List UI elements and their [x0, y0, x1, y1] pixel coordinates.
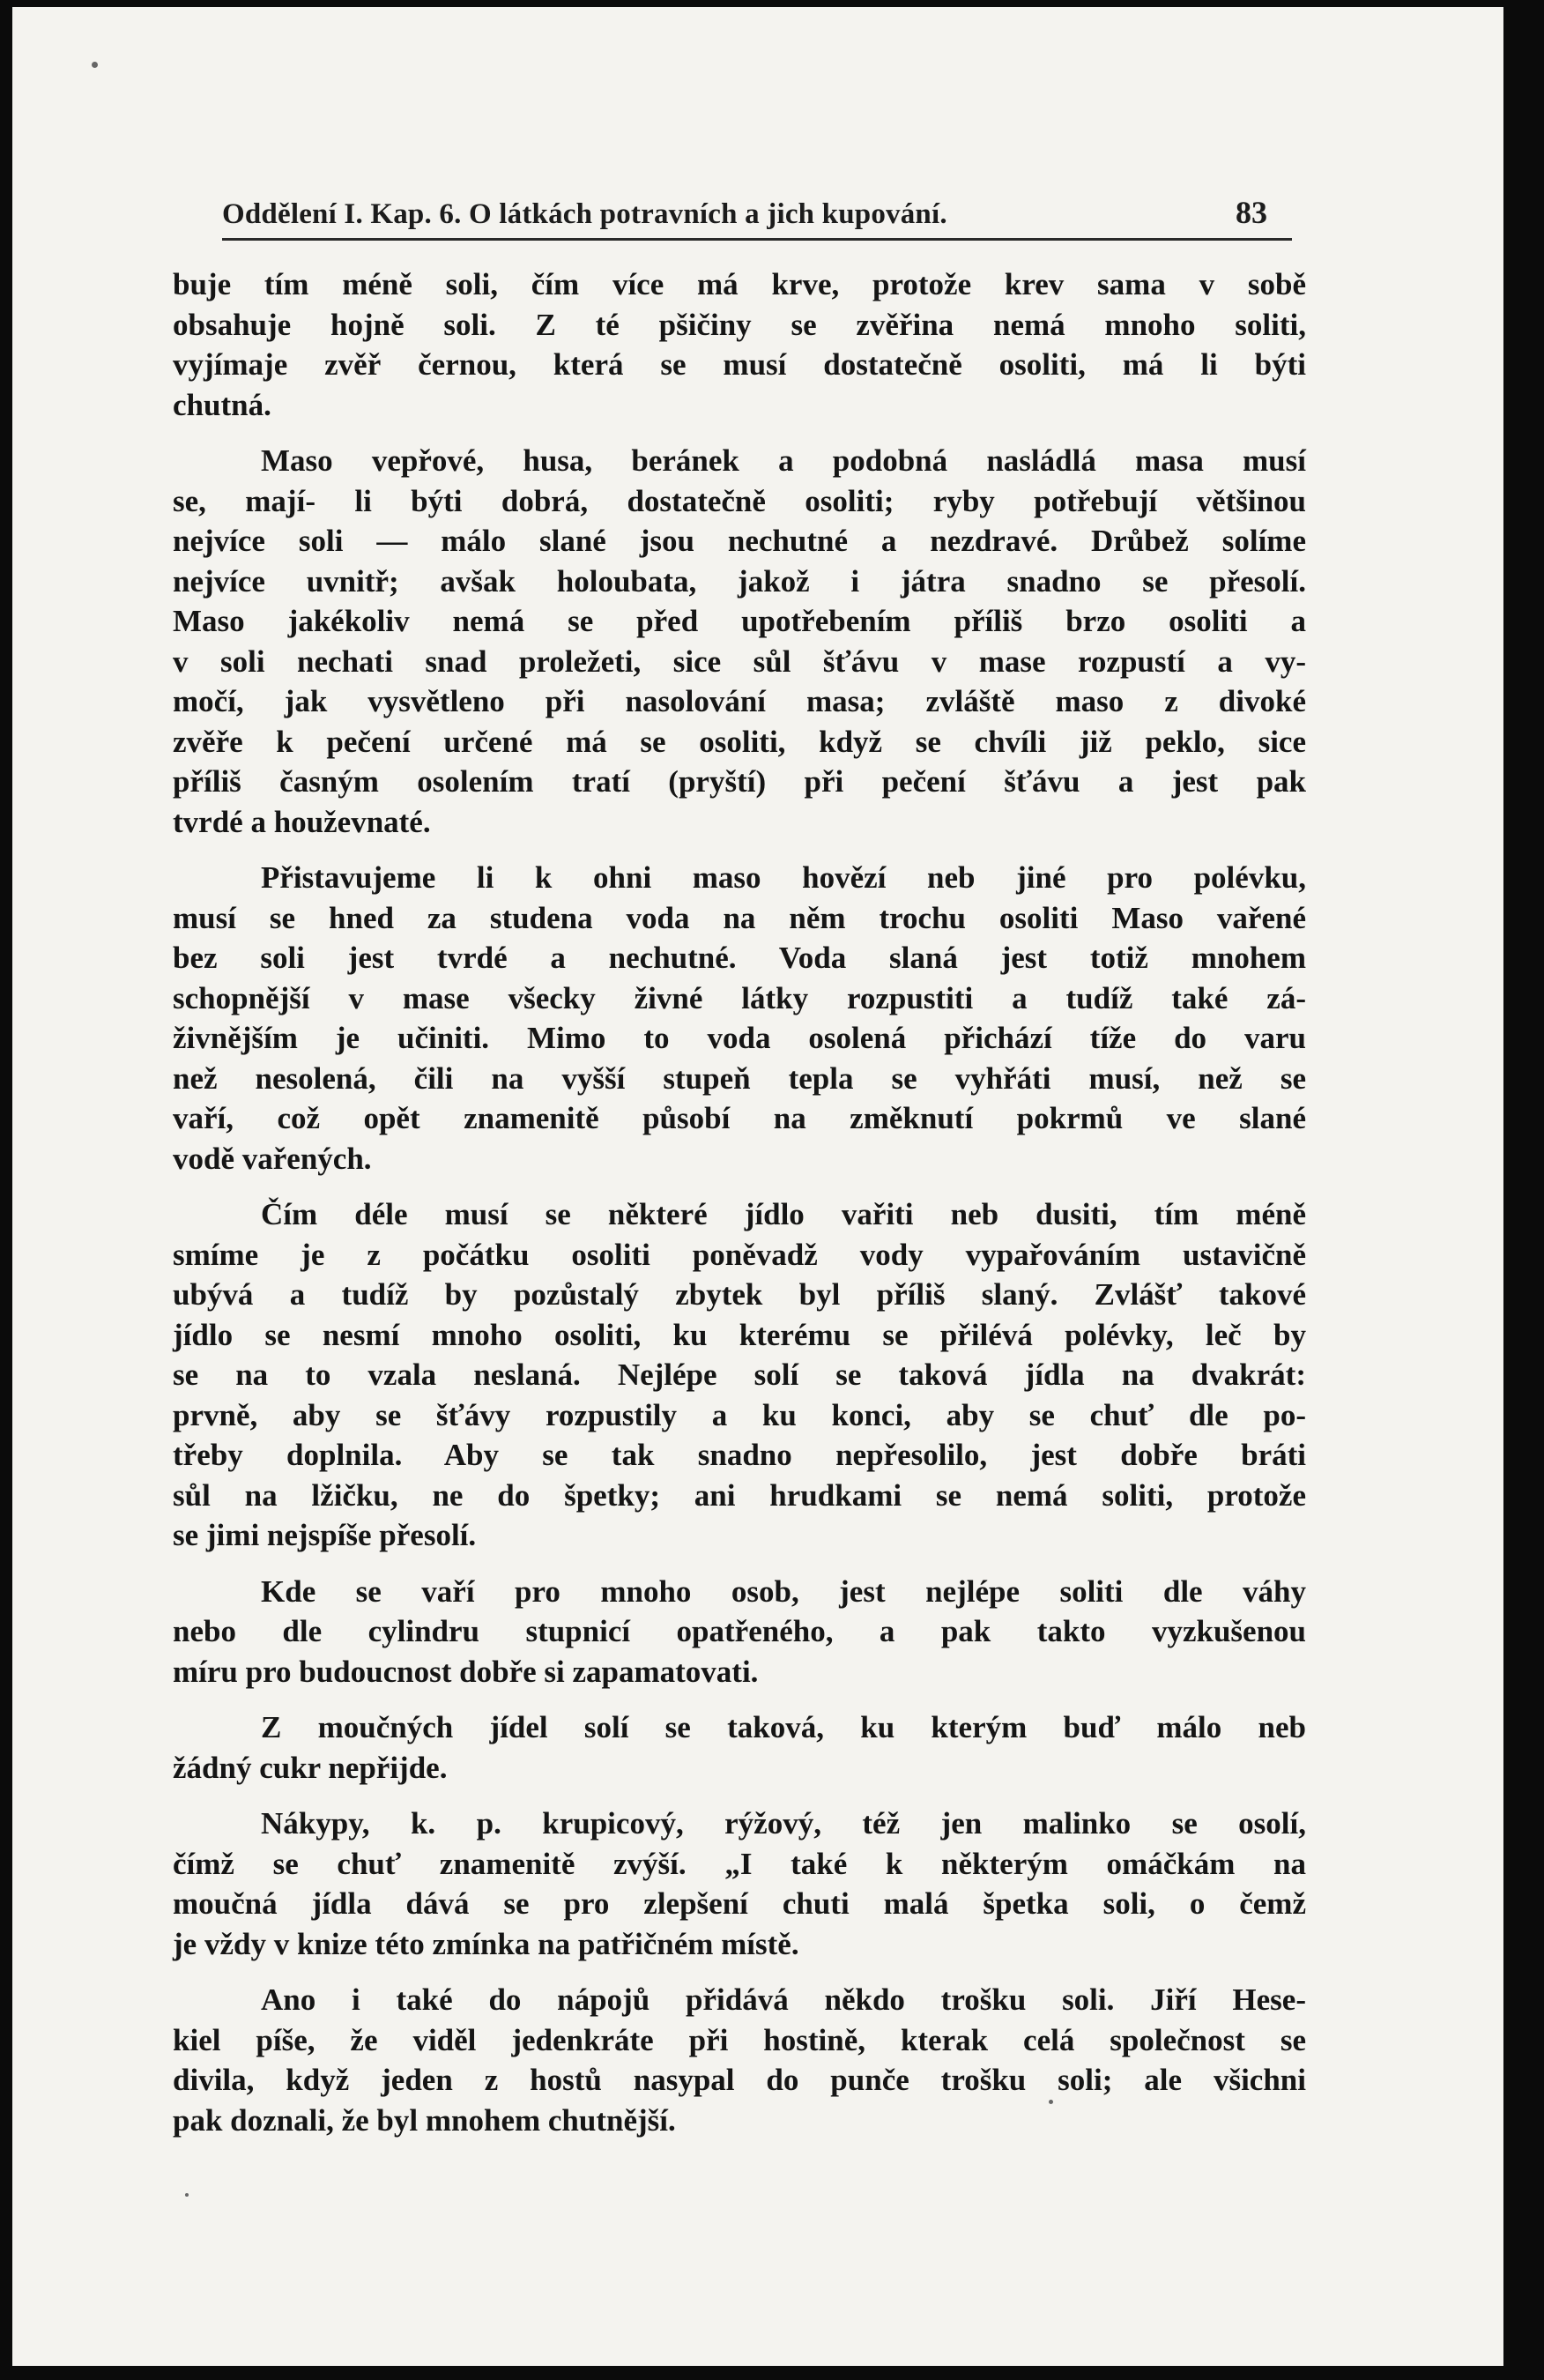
text-line: obsahuje hojně soli. Z té pšičiny se zvěřina nemá mnoho soliti,: [173, 307, 1306, 342]
body-text: [173, 264, 1306, 2156]
scan-speck: [185, 2193, 189, 2197]
text-line: v soli nechati snad proležeti, sice sůl šťávu v mase rozpustí a vy-: [173, 643, 1306, 679]
scan-speck: [92, 62, 98, 68]
paragraph: [173, 1572, 1306, 1692]
paragraph: [173, 858, 1306, 1179]
text-line: smíme je z počátku osoliti poněvadž vody vypařováním ustavičně: [173, 1237, 1306, 1272]
text-line: než nesolená, čili na vyšší stupeň tepla se vyhřáti musí, než se: [173, 1060, 1306, 1096]
text-line: Maso jakékoliv nemá se před upotřebením příliš brzo osoliti a: [173, 604, 1306, 638]
text-line: Z moučných jídel solí se taková, ku kterým buď málo neb: [261, 1710, 1306, 1744]
text-line: živnějším je učiniti. Mimo to voda osolená přichází tíže do varu: [173, 1021, 1306, 1055]
text-line: nejvíce uvnitř; avšak holoubata, jakož i játra snadno se přesolí.: [173, 563, 1306, 599]
text-line: Čím déle musí se některé jídlo vařiti neb dusiti, tím méně: [261, 1197, 1306, 1231]
text-line: Nákypy, k. p. krupicový, rýžový, též jen malinko se osolí,: [261, 1806, 1306, 1841]
text-line: moučná jídla dává se pro zlepšení chuti malá špetka soli, o čemž: [173, 1886, 1306, 1921]
paragraph: [173, 1707, 1306, 1788]
text-line: musí se hned za studena voda na něm trochu osoliti Maso vařené: [173, 900, 1306, 935]
text-line: jídlo se nesmí mnoho osoliti, ku kterému se přilévá polévky, leč by: [173, 1317, 1306, 1352]
paragraph: [173, 264, 1306, 425]
text-line: se jimi nejspíše přesolí.: [173, 1518, 477, 1552]
text-line: nejvíce soli — málo slané jsou nechutné a nezdravé. Drůbež solíme: [173, 524, 1306, 558]
text-line: Přistavujeme li k ohni maso hovězí neb jiné pro polévku,: [261, 860, 1306, 895]
text-line: ubývá a tudíž by pozůstalý zbytek byl příliš slaný. Zvlášť takové: [173, 1277, 1306, 1312]
paragraph: [173, 441, 1306, 842]
text-line: Kde se vaří pro mnoho osob, jest nejlépe soliti dle váhy: [261, 1573, 1306, 1609]
paragraph: [173, 1804, 1306, 1964]
text-line: Maso vepřové, husa, beránek a podobná nasládlá masa musí: [261, 443, 1306, 478]
paragraph: [173, 1980, 1306, 2140]
text-line: Ano i také do nápojů přidává někdo trošku soli. Jiří Hese-: [261, 1982, 1306, 2017]
text-line: je vždy v knize této zmínka na patřičném místě.: [173, 1926, 799, 1961]
text-line: se na to vzala neslaná. Nejlépe solí se taková jídla na dvakrát:: [173, 1357, 1306, 1392]
page-number: 83: [1236, 195, 1267, 230]
text-line: vaří, což opět znamenitě působí na změknutí pokrmů ve slané: [173, 1101, 1306, 1135]
text-line: míru pro budoucnost dobře si zapamatovati.: [173, 1654, 759, 1689]
text-line: zvěře k pečení určené má se osoliti, když se chvíli již peklo, sice: [173, 724, 1306, 759]
text-line: schopnější v mase všecky živné látky rozpustiti a tudíž také zá-: [173, 980, 1306, 1015]
text-line: třeby doplnila. Aby se tak snadno nepřesolilo, jest dobře bráti: [173, 1438, 1306, 1472]
paragraph: [173, 1194, 1306, 1556]
running-header: [222, 189, 1292, 241]
text-line: nebo dle cylindru stupnicí opatřeného, a pak takto vyzkušenou: [173, 1614, 1306, 1648]
text-line: vodě vařených.: [173, 1141, 372, 1176]
text-line: močí, jak vysvětleno při nasolování masa; zvláště maso z divoké: [173, 684, 1306, 718]
text-line: tvrdé a houževnaté.: [173, 804, 431, 839]
text-line: prvně, aby se šťávy rozpustily a ku konci, aby se chuť dle po-: [173, 1397, 1306, 1432]
text-line: bez soli jest tvrdé a nechutné. Voda slaná jest totiž mnohem: [173, 941, 1306, 975]
chapter-title: Oddělení I. Kap. 6. O látkách potravních a jich kupování.: [222, 198, 947, 230]
text-line: příliš časným osolením tratí (pryští) při pečení šťávu a jest pak: [173, 764, 1306, 799]
text-line: buje tím méně soli, čím více má krve, protože krev sama v sobě: [173, 267, 1306, 301]
text-line: kiel píše, že viděl jedenkráte při hostině, kterak celá společnost se: [173, 2022, 1306, 2057]
text-line: sůl na lžičku, ne do špetky; ani hrudkami se nemá soliti, protože: [173, 1477, 1306, 1513]
text-line: vyjímaje zvěř černou, která se musí dostatečně osoliti, má li býti: [173, 347, 1306, 382]
text-line: žádný cukr nepřijde.: [173, 1750, 448, 1785]
text-line: chutná.: [173, 387, 271, 422]
text-line: pak doznali, že byl mnohem chutnější.: [173, 2102, 676, 2138]
text-line: čímž se chuť znamenitě zvýší. „I také k některým omáčkám na: [173, 1846, 1306, 1881]
text-line: divila, když jeden z hostů nasypal do punče trošku soli; ale všichni: [173, 2063, 1306, 2097]
text-line: se, mají- li býti dobrá, dostatečně osoliti; ryby potřebují většinou: [173, 483, 1306, 518]
